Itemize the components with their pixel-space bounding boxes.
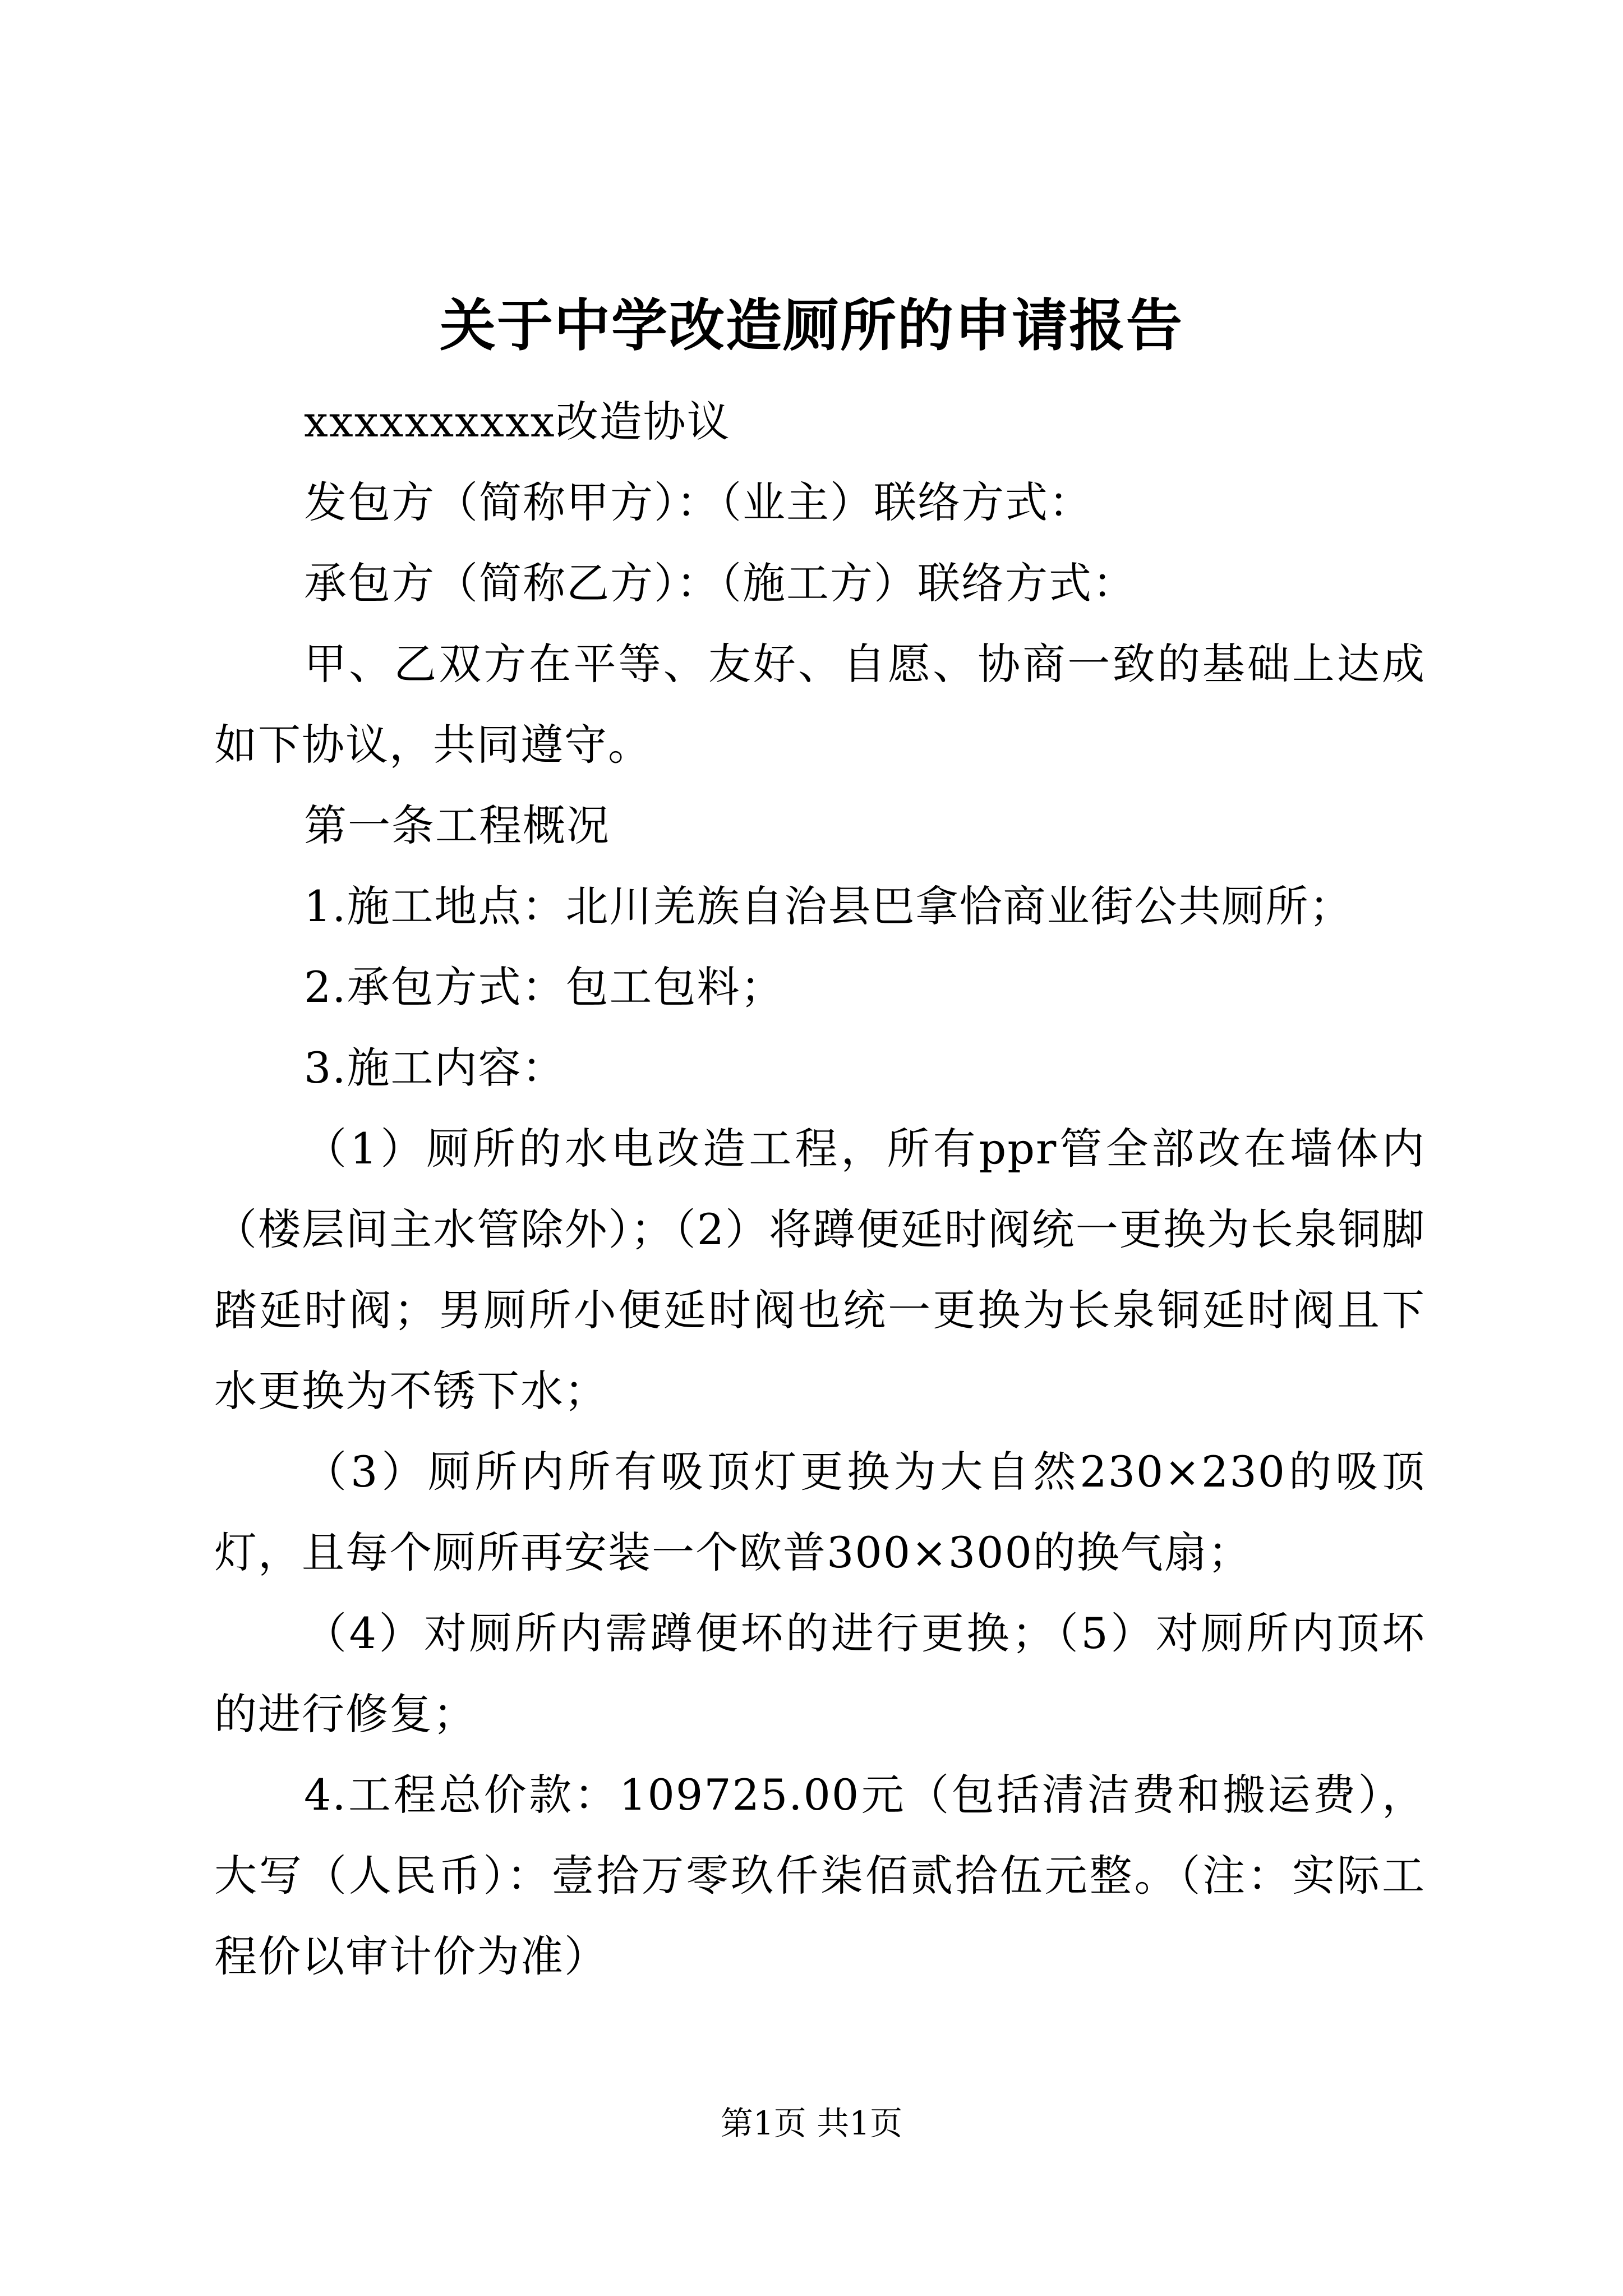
document-body: [214, 381, 1426, 1997]
paragraph-article-one: 第一条工程概况: [304, 800, 610, 850]
paragraph-construction-site: 1.施工地点：北川羌族自治县巴拿恰商业街公共厕所；: [304, 881, 1353, 931]
paragraph-party-a: 发包方（简称甲方）：（业主）联络方式：: [304, 477, 1092, 527]
paragraph-construction-content: 3.施工内容：: [304, 1043, 566, 1093]
paragraph-total-price: 4.工程总价款：109725.00元（包括清洁费和搬运费），大写（人民币）：壹拾万零玖仟柒佰贰拾伍元整。（注：实际工程价以审计价为准）: [214, 1770, 1426, 1981]
paragraph-agreement-heading: xxxxxxxxxx改造协议: [304, 397, 731, 447]
paragraph-agreement-intro: 甲、乙双方在平等、友好、自愿、协商一致的基础上达成如下协议，共同遵守。: [214, 639, 1426, 770]
paragraph-contract-method: 2.承包方式：包工包料；: [304, 962, 785, 1012]
paragraph-item-1-2: （1）厕所的水电改造工程，所有ppr管全部改在墙体内（楼层间主水管除外）；（2）将蹲便延时阀统一更换为长泉铜脚踏延时阀；男厕所小便延时阀也统一更换为长泉铜延时阀且下水更换为不锈下水；: [214, 1124, 1426, 1416]
paragraph-item-3: （3）厕所内所有吸顶灯更换为大自然230×230的吸顶灯，且每个厕所再安装一个欧普300×300的换气扇；: [214, 1447, 1426, 1577]
paragraph-party-b: 承包方（简称乙方）：（施工方）联络方式：: [304, 558, 1136, 608]
page-footer: 第1页 共1页: [720, 2104, 903, 2142]
document-title: 关于中学改造厕所的申请报告: [440, 292, 1183, 358]
paragraph-item-4-5: （4）对厕所内需蹲便坏的进行更换；（5）对厕所内顶坏的进行修复；: [214, 1608, 1426, 1739]
